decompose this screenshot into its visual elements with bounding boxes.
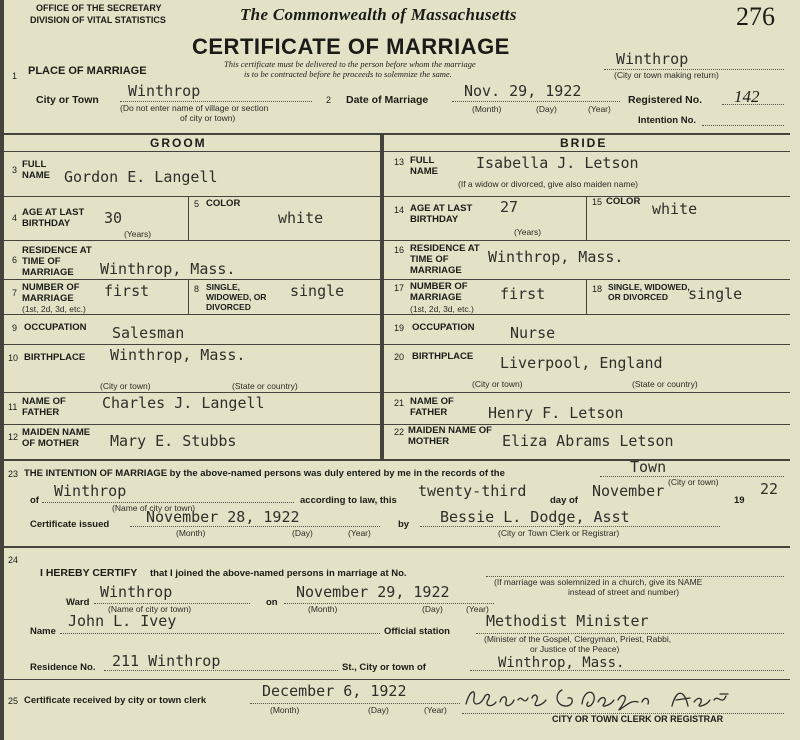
groom-state-note: (State or country): [232, 381, 298, 391]
intention-city-note: (City or town): [668, 477, 719, 487]
received-label: Certificate received by city or town clerk: [24, 695, 207, 706]
clerk-note: (City or Town Clerk or Registrar): [498, 528, 620, 538]
groom-marriage-num-label: NUMBER OF MARRIAGE: [22, 282, 80, 304]
residence-label: Residence No.: [30, 662, 96, 673]
instructions-line-2: is to be contracted before he proceeds to solemnize the same.: [244, 69, 452, 79]
groom-marriage-number: first: [104, 282, 150, 300]
bride-city-note: (City or town): [472, 379, 523, 389]
intention-of-label: of: [30, 495, 39, 506]
officiant-name-label: Name: [30, 626, 56, 637]
bride-status: single: [688, 285, 743, 303]
issued-month-note: (Month): [176, 528, 206, 538]
groom-age: 30: [104, 209, 123, 227]
bride-occupation: Nurse: [510, 324, 556, 342]
bride-status-number: 18: [592, 284, 603, 294]
groom-birthplace-label: BIRTHPLACE: [24, 352, 86, 363]
bride-widow-note: (If a widow or divorced, give also maiden name): [458, 179, 638, 189]
official-station: Methodist Minister: [486, 612, 649, 630]
received-year-note: (Year): [424, 705, 447, 715]
date-of-marriage-label: Date of Marriage: [346, 94, 429, 106]
groom-heading: GROOM: [150, 136, 207, 150]
groom-father: Charles J. Langell: [102, 394, 265, 412]
ward-label: Ward: [66, 597, 90, 608]
groom-residence-label: RESIDENCE AT TIME OF MARRIAGE: [22, 245, 92, 278]
on-value: November 29, 1922: [296, 583, 450, 601]
bride-residence: Winthrop, Mass.: [488, 248, 624, 266]
place-of-marriage-label: PLACE OF MARRIAGE: [28, 65, 147, 77]
bride-color-label: COLOR: [606, 196, 641, 207]
bride-mother-number: 22: [394, 427, 405, 437]
groom-residence: Winthrop, Mass.: [100, 260, 236, 278]
city-or-town-label: City or Town: [36, 94, 99, 106]
on-year-note: (Year): [466, 604, 489, 614]
bride-years-note: (Years): [514, 227, 542, 237]
groom-name-number: 3: [12, 165, 18, 175]
residence-value: 211 Winthrop: [112, 652, 221, 670]
groom-color-label: COLOR: [206, 198, 241, 209]
date-number: 2: [326, 95, 332, 105]
place-number: 1: [12, 71, 18, 81]
groom-father-number: 11: [8, 402, 18, 412]
groom-mother: Mary E. Stubbs: [110, 432, 237, 450]
bride-residence-label: RESIDENCE AT TIME OF MARRIAGE: [410, 243, 480, 276]
city-note-2: of city or town): [180, 113, 236, 123]
bride-age: 27: [500, 198, 519, 216]
groom-marriage-num-note: (1st, 2d, 3d, etc.): [22, 304, 86, 314]
bride-name-number: 13: [394, 157, 405, 167]
church-note-1: (If marriage was solemnized in a church, give its NAME: [494, 577, 703, 587]
bride-color-number: 15: [592, 197, 603, 207]
intention-town: Town: [630, 458, 667, 476]
certificate-title: CERTIFICATE OF MARRIAGE: [192, 34, 510, 59]
groom-occupation-label: OCCUPATION: [24, 322, 87, 333]
bride-marriage-number: first: [500, 285, 546, 303]
groom-status: single: [290, 282, 345, 300]
residence-city-label: St., City or town of: [342, 662, 426, 673]
certify-number: 24: [8, 555, 19, 565]
commonwealth-heading: The Commonwealth of Massachusetts: [240, 5, 517, 24]
groom-name-label: FULL NAME: [22, 159, 50, 181]
bride-status-label: SINGLE, WIDOWED, OR DIVORCED: [608, 282, 690, 302]
groom-age-number: 4: [12, 213, 18, 223]
groom-age-label: AGE AT LAST BIRTHDAY: [22, 207, 85, 229]
groom-residence-number: 6: [12, 255, 18, 265]
bride-full-name: Isabella J. Letson: [476, 154, 639, 172]
received-month-note: (Month): [270, 705, 300, 715]
bride-mother: Eliza Abrams Letson: [502, 432, 674, 450]
bride-marriage-num-number: 17: [394, 283, 405, 293]
bride-state-note: (State or country): [632, 379, 698, 389]
officiant-name: John L. Ivey: [68, 612, 177, 630]
residence-town: Winthrop, Mass.: [498, 655, 625, 671]
certify-text: that I joined the above-named persons in marriage at No.: [150, 568, 407, 579]
intention-text: THE INTENTION OF MARRIAGE by the above-named persons was duly entered by me in the records of the: [24, 468, 505, 479]
received-date: December 6, 1922: [262, 682, 407, 700]
bride-color: white: [652, 200, 698, 218]
issued-day-note: (Day): [292, 528, 313, 538]
groom-mother-number: 12: [8, 432, 19, 442]
groom-birthplace-number: 10: [8, 353, 19, 363]
city-value: Winthrop: [128, 82, 201, 100]
bride-father-number: 21: [394, 398, 405, 408]
groom-color: white: [278, 209, 324, 227]
office-line-1: OFFICE OF THE SECRETARY: [36, 3, 162, 13]
groom-occupation: Salesman: [112, 324, 185, 342]
registered-value: 142: [734, 87, 760, 106]
intention-year-prefix: 19: [734, 495, 745, 506]
bride-birthplace-number: 20: [394, 352, 405, 362]
registered-label: Registered No.: [628, 94, 703, 106]
on-day-note: (Day): [422, 604, 443, 614]
certify-bold: I HEREBY CERTIFY: [40, 567, 138, 579]
bride-heading: BRIDE: [560, 136, 608, 150]
return-city-value: Winthrop: [616, 50, 689, 68]
bride-marriage-num-label: NUMBER OF MARRIAGE: [410, 281, 468, 303]
received-day-note: (Day): [368, 705, 389, 715]
bride-birthplace-label: BIRTHPLACE: [412, 351, 474, 362]
issued-by-value: Bessie L. Dodge, Asst: [440, 508, 630, 526]
intention-year: 22: [760, 480, 779, 498]
certificate-issued-label: Certificate issued: [30, 519, 110, 530]
issued-by-label: by: [398, 519, 410, 530]
page-number: 276: [736, 2, 775, 31]
bride-marriage-num-note: (1st, 2d, 3d, etc.): [410, 304, 474, 314]
groom-marriage-num-number: 7: [12, 288, 18, 298]
on-label: on: [266, 597, 278, 608]
groom-occupation-number: 9: [12, 323, 18, 333]
date-note-day: (Day): [536, 104, 557, 114]
intention-number: 23: [8, 469, 19, 479]
intention-of-value: Winthrop: [54, 482, 127, 500]
issued-year-note: (Year): [348, 528, 371, 538]
bride-age-label: AGE AT LAST BIRTHDAY: [410, 203, 473, 225]
church-note-2: instead of street and number): [568, 587, 680, 597]
bride-occupation-number: 19: [394, 323, 405, 333]
clerk-signature: [462, 686, 762, 712]
clerk-registrar-label: CITY OR TOWN CLERK OR REGISTRAR: [552, 714, 724, 724]
bride-name-label: FULL NAME: [410, 155, 438, 177]
intention-day: twenty-third: [418, 482, 527, 500]
ward-note: (Name of city or town): [108, 604, 192, 614]
intention-according: according to law, this: [300, 495, 397, 506]
bride-father-label: NAME OF FATHER: [410, 396, 454, 418]
bride-father: Henry F. Letson: [488, 404, 624, 422]
groom-years-note: (Years): [124, 229, 152, 239]
date-note-month: (Month): [472, 104, 502, 114]
bride-birthplace: Liverpool, England: [500, 354, 663, 372]
return-city-note: (City or town making return): [614, 70, 719, 80]
certificate-issued-value: November 28, 1922: [146, 508, 300, 526]
bride-age-number: 14: [394, 205, 405, 215]
minister-note-2: or Justice of the Peace): [530, 644, 620, 654]
intention-day-of: day of: [550, 495, 578, 506]
on-month-note: (Month): [308, 604, 338, 614]
intention-month: November: [592, 482, 665, 500]
ward-value: Winthrop: [100, 583, 173, 601]
groom-mother-label: MAIDEN NAME OF MOTHER: [22, 427, 91, 449]
office-line-2: DIVISION OF VITAL STATISTICS: [30, 15, 166, 25]
official-station-label: Official station: [384, 626, 450, 637]
instructions-line-1: This certificate must be delivered to the person before whom the marriage: [224, 59, 476, 69]
received-number: 25: [8, 696, 19, 706]
groom-full-name: Gordon E. Langell: [64, 168, 218, 186]
groom-status-label: SINGLE, WIDOWED, OR DIVORCED: [206, 282, 267, 312]
groom-color-number: 5: [194, 199, 200, 209]
intention-name-note: (Name of city or town): [112, 503, 196, 513]
groom-birthplace: Winthrop, Mass.: [110, 346, 246, 364]
minister-note-1: (Minister of the Gospel, Clergyman, Priest, Rabbi,: [484, 634, 672, 644]
city-note-1: (Do not enter name of village or section: [120, 103, 269, 113]
date-value: Nov. 29, 1922: [464, 82, 582, 100]
groom-status-number: 8: [194, 284, 200, 294]
groom-father-label: NAME OF FATHER: [22, 396, 66, 418]
intention-no-label: Intention No.: [638, 115, 697, 126]
bride-residence-number: 16: [394, 245, 405, 255]
bride-mother-label: MAIDEN NAME OF MOTHER: [408, 425, 492, 447]
date-note-year: (Year): [588, 104, 611, 114]
bride-occupation-label: OCCUPATION: [412, 322, 475, 333]
groom-city-note: (City or town): [100, 381, 151, 391]
